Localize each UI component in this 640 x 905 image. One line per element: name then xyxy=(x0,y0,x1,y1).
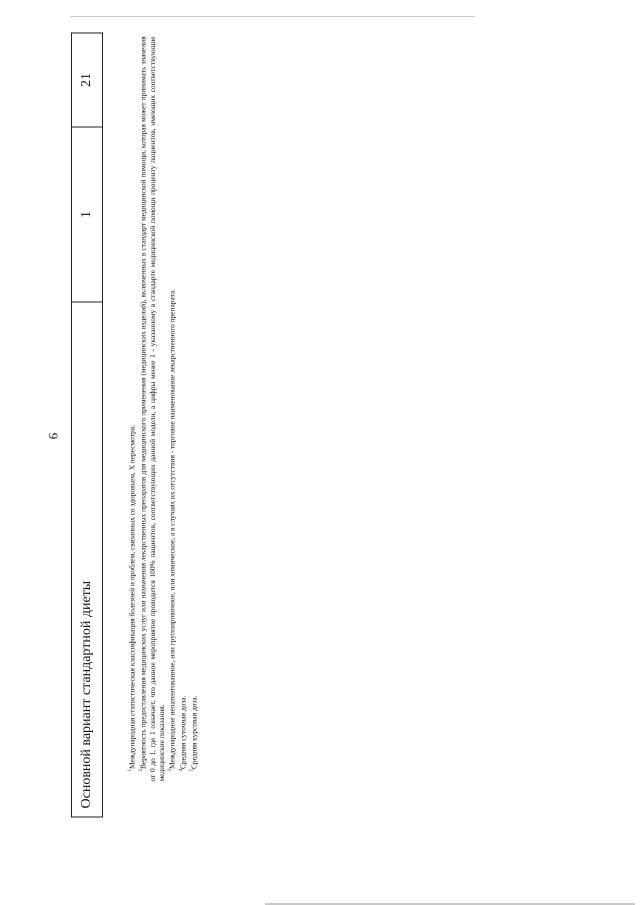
page-number: 6 xyxy=(45,432,61,440)
footnotes xyxy=(126,36,214,781)
footnote-3: $^3$Международное непатентованное, или группировочное, или химическое, а в случаях их отсутствия - торговое наименование лекарственного препарата. xyxy=(167,288,177,771)
footnote-5: $^5$Средняя курсовая доза. xyxy=(189,695,199,771)
diet-frequency-cell: 1 xyxy=(72,126,102,301)
footnote-1: $^1$Международная статистическая классификация болезней и проблем, связанных со здоровьем, X пересмотра. xyxy=(127,424,137,771)
footnote-2: $^2$Вероятность предоставления медицинских услуг или назначения лекарственных препаратов для медицинского применения (медицинских изделий), включенных в стандарт медицинской помощи, которая может принимать значения от 0 до 1, где 1 означает, что данное мероприятие проводится 100% пациентов, соответствующих данной модели, а цифры менее 1 - указанному в стандарте медицинской помощи проценту пациентов, имеющих соответствующие медицинские показания. xyxy=(138,36,166,781)
footnote-4: $^4$Средняя суточная доза. xyxy=(178,695,188,771)
scan-edge-top xyxy=(70,16,475,17)
diet-table xyxy=(71,32,103,817)
diet-days-cell: 21 xyxy=(79,72,94,87)
diet-name-cell: Основной вариант стандартной диеты xyxy=(72,301,102,816)
